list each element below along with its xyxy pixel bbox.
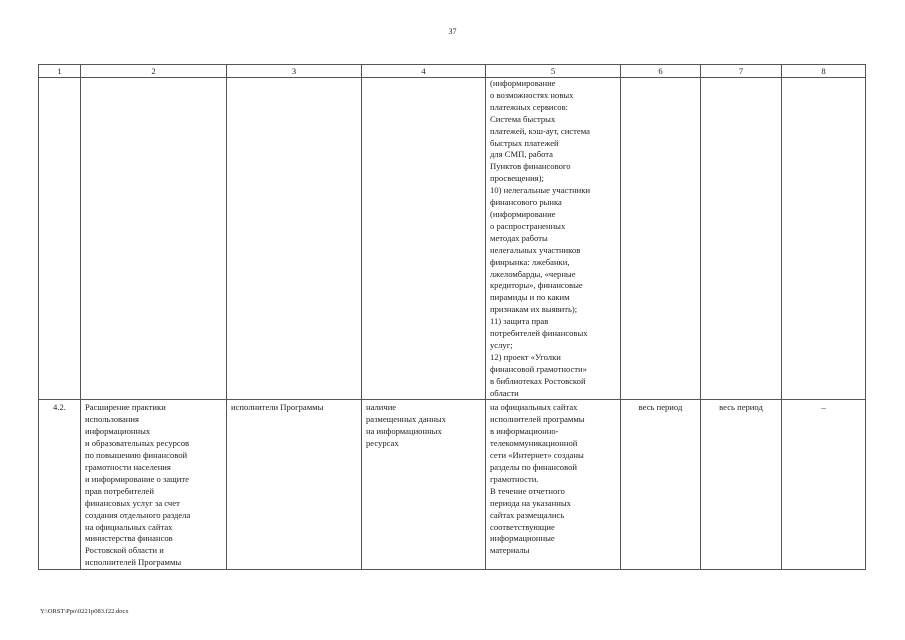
header-cell: 2 <box>81 65 227 78</box>
text-line: по повышению финансовой <box>85 450 188 461</box>
text-line: исполнителей Программы <box>85 557 182 568</box>
program-table <box>38 64 866 570</box>
text-line: 11) защита прав <box>490 316 549 327</box>
table-cell <box>227 78 362 400</box>
text-line: 10) нелегальные участники <box>490 185 591 196</box>
text-line: в библиотеках Ростовской <box>490 375 586 386</box>
text-line: в информационно- <box>490 426 559 437</box>
text-line: услуг; <box>490 339 513 350</box>
text-line: потребителей финансовых <box>490 328 588 339</box>
header-cell: 1 <box>39 65 81 78</box>
text-line: соответствующие <box>490 521 555 532</box>
text-line: о возможностях новых <box>490 89 574 100</box>
text-line: сайтах размещались <box>490 509 565 520</box>
text-line: (информирование <box>490 208 556 219</box>
text-line: лжеломбарды, «черные <box>490 268 576 279</box>
text-line: В течение отчетного <box>490 485 565 496</box>
period-actual-cell: весь период <box>701 400 782 570</box>
text-line: финрынка: лжебанки, <box>490 256 570 267</box>
table-cell <box>362 78 486 400</box>
text-line: платежных сервисов: <box>490 101 569 112</box>
text-line: для СМП, работа <box>490 149 553 160</box>
text-line: сети «Интернет» созданы <box>490 450 584 461</box>
period-planned-cell: весь период <box>621 400 701 570</box>
text-line: разделы по финансовой <box>490 462 577 472</box>
header-cell: 6 <box>621 65 701 78</box>
text-line: исполнителей программы <box>490 414 585 425</box>
header-cell: 3 <box>227 65 362 78</box>
table-row <box>39 400 866 570</box>
text-line: наличие <box>366 402 397 413</box>
measure-name-cell <box>81 400 227 570</box>
text-line: грамотности. <box>490 473 539 484</box>
text-line: на официальных сайтах <box>490 402 578 413</box>
text-line: 12) проект «Уголки <box>490 351 561 362</box>
row-number: 4.2. <box>39 400 81 570</box>
text-line: финансовых услуг за счет <box>85 497 180 508</box>
table-cell <box>81 78 227 400</box>
text-line: прав потребителей <box>85 485 154 496</box>
table-row <box>39 78 866 400</box>
text-line: создания отдельного раздела <box>85 509 191 520</box>
text-line: пирамиды и по каким <box>490 292 570 303</box>
text-line: методах работы <box>490 232 548 243</box>
text-line: быстрых платежей <box>490 137 559 148</box>
table-cell <box>701 78 782 400</box>
text-line: нелегальных участников <box>490 244 581 255</box>
text-line: области <box>490 387 519 398</box>
header-cell: 4 <box>362 65 486 78</box>
file-path-footer: Y:\ORST\Ppo\0221p083.f22.docx <box>40 608 129 615</box>
text-line: использования <box>85 414 139 425</box>
header-cell: 5 <box>486 65 621 78</box>
text-line: размещенных данных <box>366 414 446 425</box>
executor-cell: исполнители Программы <box>227 400 362 570</box>
header-cell: 7 <box>701 65 782 78</box>
page-number: 37 <box>448 27 457 36</box>
table-cell <box>39 78 81 400</box>
text-line: на информационных <box>366 426 442 437</box>
text-line: на официальных сайтах <box>85 521 173 532</box>
text-line: материалы <box>490 545 530 556</box>
column-number-row <box>39 65 866 78</box>
text-line: финансовой грамотности» <box>490 363 587 374</box>
text-line: признакам их выявить); <box>490 304 578 315</box>
continued-text-cell <box>486 78 621 400</box>
text-line: министерства финансов <box>85 533 173 544</box>
header-cell: 8 <box>782 65 866 78</box>
text-line: и информирование о защите <box>85 473 189 484</box>
text-line: платежей, кэш-аут, система <box>490 125 590 136</box>
text-line: Пунктов финансового <box>490 161 571 172</box>
text-line: Расширение практики <box>85 402 166 413</box>
text-line: грамотности населения <box>85 462 171 472</box>
indicator-cell <box>362 400 486 570</box>
dash-cell: – <box>782 400 866 570</box>
text-line: Ростовской области и <box>85 545 164 556</box>
text-line: периода на указанных <box>490 497 571 508</box>
table-cell <box>621 78 701 400</box>
text-line: информационных <box>85 426 151 437</box>
text-line: просвещения); <box>490 173 544 184</box>
text-line: (информирование <box>490 78 556 88</box>
text-line: ресурсах <box>366 438 399 449</box>
text-line: Система быстрых <box>490 113 556 124</box>
result-cell <box>486 400 621 570</box>
text-line: кредиторы», финансовые <box>490 280 583 291</box>
text-line: информационные <box>490 533 555 544</box>
text-line: финансового рынка <box>490 197 562 208</box>
table-cell <box>782 78 866 400</box>
text-line: и образовательных ресурсов <box>85 438 190 449</box>
text-line: телекоммуникационной <box>490 438 578 449</box>
text-line: о распространенных <box>490 220 566 231</box>
